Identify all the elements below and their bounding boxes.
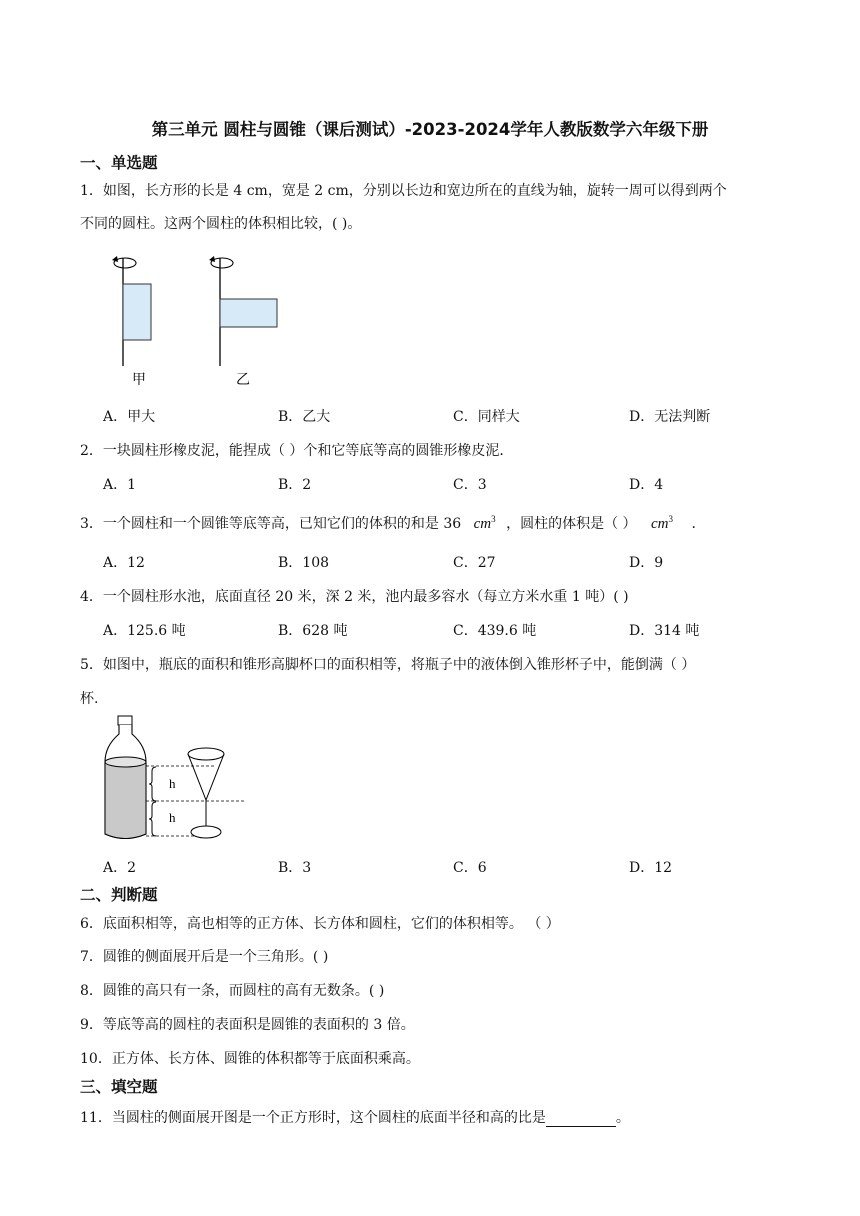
question-3 bbox=[80, 513, 696, 533]
q3-option-a[interactable]: A．12 bbox=[103, 555, 145, 571]
bottle bbox=[105, 716, 146, 839]
bottle-and-goblet-figure bbox=[98, 712, 248, 846]
question-11-text: 11．当圆柱的侧面展开图是一个正方形时，这个圆柱的底面半径和高的比是 bbox=[80, 1110, 546, 1126]
question-2: 2．一块圆柱形橡皮泥，能捏成（ ）个和它等底等高的圆锥形橡皮泥． bbox=[80, 443, 514, 459]
section-heading-true-false: 二、判断题 bbox=[80, 886, 158, 904]
question-3-text-a: 3．一个圆柱和一个圆锥等底等高，已知它们的体积的和是 36 bbox=[80, 516, 462, 532]
section-heading-fill-blank: 三、填空题 bbox=[80, 1078, 158, 1096]
unit-cm3: $cm^3$ bbox=[473, 514, 496, 532]
question-1-line-2: 不同的圆柱。这两个圆柱的体积相比较，( )。 bbox=[80, 216, 362, 232]
section-heading-single-choice: 一、单选题 bbox=[80, 154, 158, 172]
figure-yi bbox=[209, 256, 277, 366]
q5-option-c[interactable]: C．6 bbox=[453, 860, 487, 876]
figure-jia bbox=[112, 256, 151, 366]
question-6: 6．底面积相等，高也相等的正方体、长方体和圆柱，它们的体积相等。 （ ） bbox=[80, 916, 560, 932]
q3-option-c[interactable]: C．27 bbox=[453, 555, 496, 571]
question-1-line-1: 1．如图，长方形的长是 4 cm，宽是 2 cm，分别以长边和宽边所在的直线为轴，旋转一周可以得到两个 bbox=[80, 183, 727, 199]
question-9: 9．等底等高的圆柱的表面积是圆锥的表面积的 3 倍。 bbox=[80, 1017, 415, 1033]
question-11-tail: 。 bbox=[615, 1110, 630, 1126]
question-4: 4．一个圆柱形水池，底面直径 20 米，深 2 米，池内最多容水（每立方米水重 1 吨）( ) bbox=[80, 589, 629, 605]
question-5-line-2: 杯. bbox=[80, 691, 99, 707]
q4-option-d[interactable]: D．314 吨 bbox=[629, 623, 700, 639]
figure-label-jia: 甲 bbox=[132, 373, 146, 388]
q3-option-d[interactable]: D．9 bbox=[629, 555, 664, 571]
question-11 bbox=[80, 1107, 630, 1127]
q3-option-b[interactable]: B．108 bbox=[278, 555, 330, 571]
q1-option-b[interactable]: B．乙大 bbox=[278, 409, 331, 425]
question-3-text-b: ，圆柱的体积是（ ） bbox=[506, 516, 637, 532]
question-5-line-1: 5．如图中，瓶底的面积和锥形高脚杯口的面积相等，将瓶子中的液体倒入锥形杯子中，能倒满（ ） bbox=[80, 657, 696, 673]
q4-option-b[interactable]: B．628 吨 bbox=[278, 623, 348, 639]
cone-goblet bbox=[188, 748, 224, 838]
q1-option-a[interactable]: A．甲大 bbox=[103, 409, 156, 425]
q4-option-c[interactable]: C．439.6 吨 bbox=[453, 623, 537, 639]
answer-blank[interactable] bbox=[546, 1112, 616, 1127]
question-10: 10．正方体、长方体、圆锥的体积都等于底面积乘高。 bbox=[80, 1051, 420, 1067]
q5-option-a[interactable]: A．2 bbox=[103, 860, 137, 876]
q1-option-d[interactable]: D．无法判断 bbox=[629, 409, 711, 425]
q4-option-a[interactable]: A．125.6 吨 bbox=[103, 623, 186, 639]
question-3-text-c: . bbox=[691, 516, 696, 532]
q5-option-b[interactable]: B．3 bbox=[278, 860, 312, 876]
q2-option-c[interactable]: C．3 bbox=[453, 477, 487, 493]
rotation-figure bbox=[96, 248, 296, 390]
q2-option-b[interactable]: B．2 bbox=[278, 477, 312, 493]
page-title: 第三单元 圆柱与圆锥（课后测试）-2023-2024学年人教版数学六年级下册 bbox=[151, 120, 709, 139]
q1-option-c[interactable]: C．同样大 bbox=[453, 409, 520, 425]
height-label-top: h bbox=[169, 776, 176, 791]
height-label-bottom: h bbox=[169, 810, 176, 825]
unit-cm3: $cm^3$ bbox=[650, 514, 673, 532]
q5-option-d[interactable]: D．12 bbox=[629, 860, 673, 876]
q2-option-a[interactable]: A．1 bbox=[103, 477, 137, 493]
question-7: 7．圆锥的侧面展开后是一个三角形。( ) bbox=[80, 949, 329, 965]
q2-option-d[interactable]: D．4 bbox=[629, 477, 664, 493]
figure-label-yi: 乙 bbox=[236, 373, 250, 388]
question-8: 8．圆锥的高只有一条，而圆柱的高有无数条。( ) bbox=[80, 983, 385, 999]
